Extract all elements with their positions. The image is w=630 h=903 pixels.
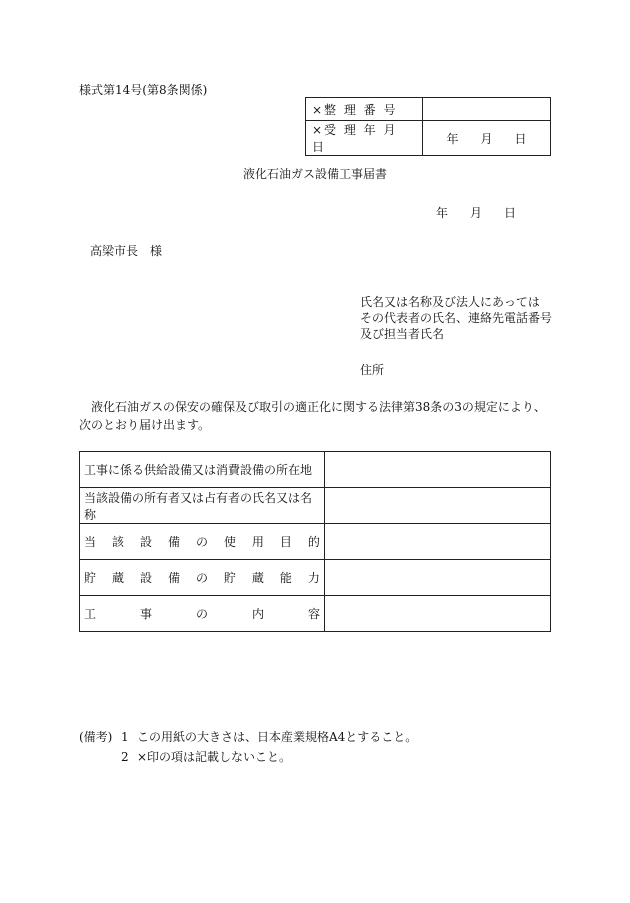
- label-char: 該: [111, 535, 124, 549]
- label-char: の: [195, 571, 208, 585]
- body-text: 液化石油ガスの保安の確保及び取引の適正化に関する法律第38条の3の規定により、次のとおり届け出ます。: [79, 400, 546, 432]
- applicant-line: 及び担当者氏名: [360, 327, 445, 341]
- applicant-line: その代表者の氏名、連絡先電話番号: [360, 311, 553, 325]
- submit-day: 日: [503, 206, 516, 220]
- table-row: [80, 452, 551, 488]
- address-label: 住所: [360, 363, 385, 377]
- label-char: 貯: [84, 571, 97, 585]
- receipt-box: [305, 97, 551, 156]
- label-char: 設: [139, 535, 152, 549]
- applicant-block: [360, 294, 552, 342]
- label-char: 備: [167, 571, 180, 585]
- row-label: 工事に係る供給設備又は消費設備の所在地: [80, 452, 325, 488]
- row-input[interactable]: [325, 452, 551, 488]
- row-input[interactable]: [325, 596, 551, 632]
- label-char: 設: [139, 571, 152, 585]
- receipt-date-label: ×受 理 年 月 日: [306, 121, 423, 156]
- note-number: 1: [121, 730, 129, 744]
- label-char: 容: [307, 607, 320, 621]
- label-char: 当: [84, 535, 97, 549]
- table-row: [80, 488, 551, 524]
- receipt-year: 年: [446, 131, 459, 146]
- row-label: 当該設備の所有者又は占有者の氏名又は名称: [80, 488, 325, 524]
- addressee: 高梁市長 様: [90, 244, 163, 258]
- label-char: 能: [279, 571, 292, 585]
- notes-heading: (備考): [79, 730, 113, 744]
- table-row: [80, 560, 551, 596]
- spread-label: [84, 569, 320, 586]
- row-label: [80, 596, 325, 632]
- label-char: 事: [139, 607, 152, 621]
- label-char: の: [195, 535, 208, 549]
- label-char: の: [195, 607, 208, 621]
- row-label: [80, 524, 325, 560]
- document-title: 液化石油ガス設備工事届書: [242, 167, 387, 181]
- submit-month: 月: [469, 206, 482, 220]
- details-table: [79, 451, 551, 632]
- table-row: [80, 524, 551, 560]
- reference-number-label: ×整 理 番 号: [306, 98, 423, 121]
- label-char: 内: [251, 607, 264, 621]
- applicant-line: 氏名又は名称及び法人にあっては: [360, 295, 540, 309]
- label-char: 使: [223, 535, 236, 549]
- notes: [79, 727, 417, 767]
- table-row: [80, 596, 551, 632]
- receipt-month: 月: [480, 131, 493, 146]
- submit-year: 年: [435, 206, 448, 220]
- reference-number-field[interactable]: [423, 98, 551, 121]
- submit-date[interactable]: [425, 204, 527, 221]
- note-text: ×印の項は記載しないこと。: [137, 750, 292, 764]
- label-char: 的: [307, 535, 320, 549]
- note-text: この用紙の大きさは、日本産業規格A4とすること。: [137, 730, 418, 744]
- spread-label: [84, 605, 320, 622]
- note-item: [79, 727, 417, 747]
- row-label: [80, 560, 325, 596]
- label-char: 貯: [223, 571, 236, 585]
- label-char: 蔵: [111, 571, 124, 585]
- receipt-date-field[interactable]: [423, 121, 551, 156]
- label-char: 用: [251, 535, 264, 549]
- label-char: 備: [167, 535, 180, 549]
- row-input[interactable]: [325, 524, 551, 560]
- label-char: 力: [307, 571, 320, 585]
- note-number: 2: [121, 750, 129, 764]
- row-input[interactable]: [325, 488, 551, 524]
- receipt-day: 日: [514, 131, 527, 146]
- note-item: [79, 747, 417, 767]
- row-input[interactable]: [325, 560, 551, 596]
- label-char: 蔵: [251, 571, 264, 585]
- form-number: 様式第14号(第8条関係): [79, 83, 208, 97]
- label-char: 目: [279, 535, 292, 549]
- label-char: 工: [84, 607, 97, 621]
- spread-label: [84, 533, 320, 550]
